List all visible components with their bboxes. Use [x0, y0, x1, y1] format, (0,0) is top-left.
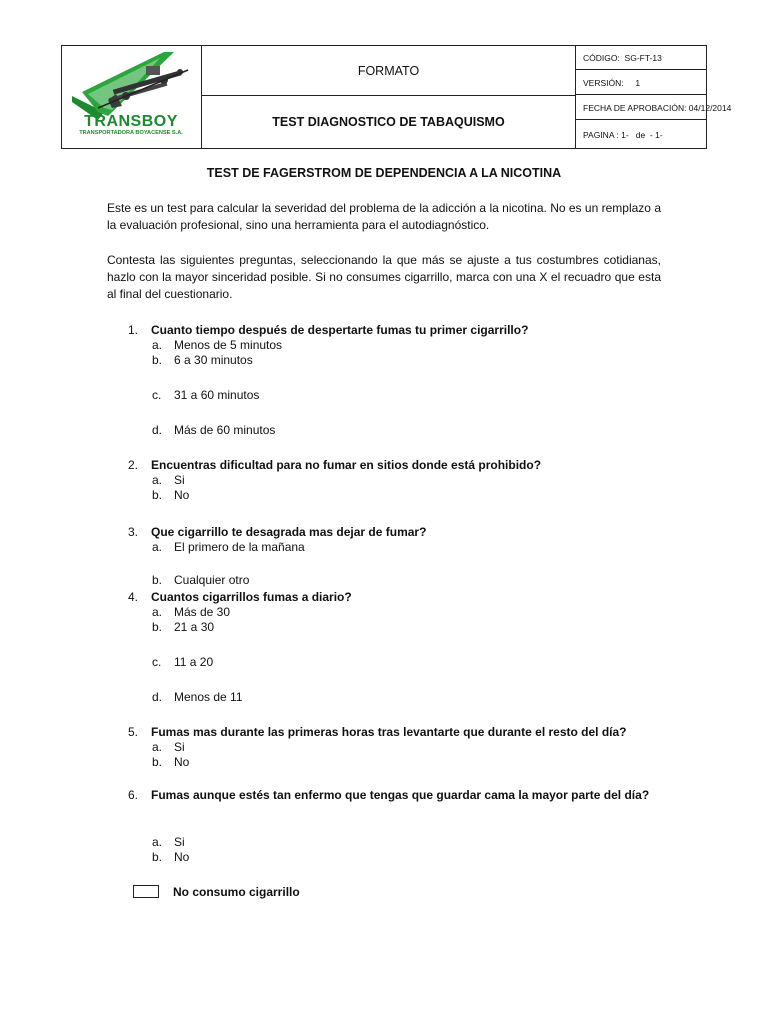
- no-consumption-checkbox[interactable]: [133, 885, 159, 898]
- logo-subtitle-text: TRANSPORTADORA BOYACENSE S.A.: [79, 130, 183, 136]
- intro-paragraph-2: Contesta las siguientes preguntas, seleccionando la que más se ajuste a tus costumbres cotidianas, hazlo con la mayor sinceridad posible. Si no consumes cigarrillo, marca con una X el recuadro que esta al final del cuestionario.: [107, 253, 661, 301]
- logo-brand-text: TRANSBOY: [84, 113, 178, 130]
- no-consumption-label: No consumo cigarrillo: [173, 885, 300, 899]
- format-label: FORMATO: [202, 46, 576, 96]
- question-text: Encuentras dificultad para no fumar en sitios donde está prohibido?: [151, 458, 542, 472]
- question-text: Cuanto tiempo después de despertarte fumas tu primer cigarrillo?: [151, 323, 529, 337]
- question-text: Que cigarrillo te desagrada mas dejar de fumar?: [151, 525, 427, 539]
- question-text: Fumas aunque estés tan enfermo que tengas que guardar cama la mayor parte del día?: [151, 788, 650, 802]
- intro-paragraph-1: Este es un test para calcular la severidad del problema de la adicción a la nicotina. No es un remplazo a la evaluación profesional, sino una herramienta para el autodiagnóstico.: [107, 201, 661, 232]
- question-text: Fumas mas durante las primeras horas tras levantarte que durante el resto del día?: [151, 725, 627, 739]
- question-number: 3.: [128, 525, 139, 539]
- question-number: 1.: [128, 323, 139, 337]
- document-header: [61, 45, 732, 149]
- question-text: Cuantos cigarrillos fumas a diario?: [151, 590, 352, 604]
- test-title: TEST DE FAGERSTROM DE DEPENDENCIA A LA NICOTINA: [206, 166, 562, 180]
- question-number: 5.: [128, 725, 139, 739]
- question-number: 6.: [128, 788, 139, 802]
- page-field: PAGINA : 1- de - 1-: [583, 129, 663, 140]
- question-number: 4.: [128, 590, 139, 604]
- logo-cell: [62, 46, 202, 148]
- question-number: 2.: [128, 458, 139, 472]
- version-field: VERSIÓN: 1: [576, 71, 707, 95]
- code-field: CÓDIGO: SG-FT-13: [576, 46, 707, 70]
- document-title: TEST DIAGNOSTICO DE TABAQUISMO: [202, 96, 576, 148]
- approval-date-field: FECHA DE APROBACIÓN: 04/12/2014: [576, 96, 707, 120]
